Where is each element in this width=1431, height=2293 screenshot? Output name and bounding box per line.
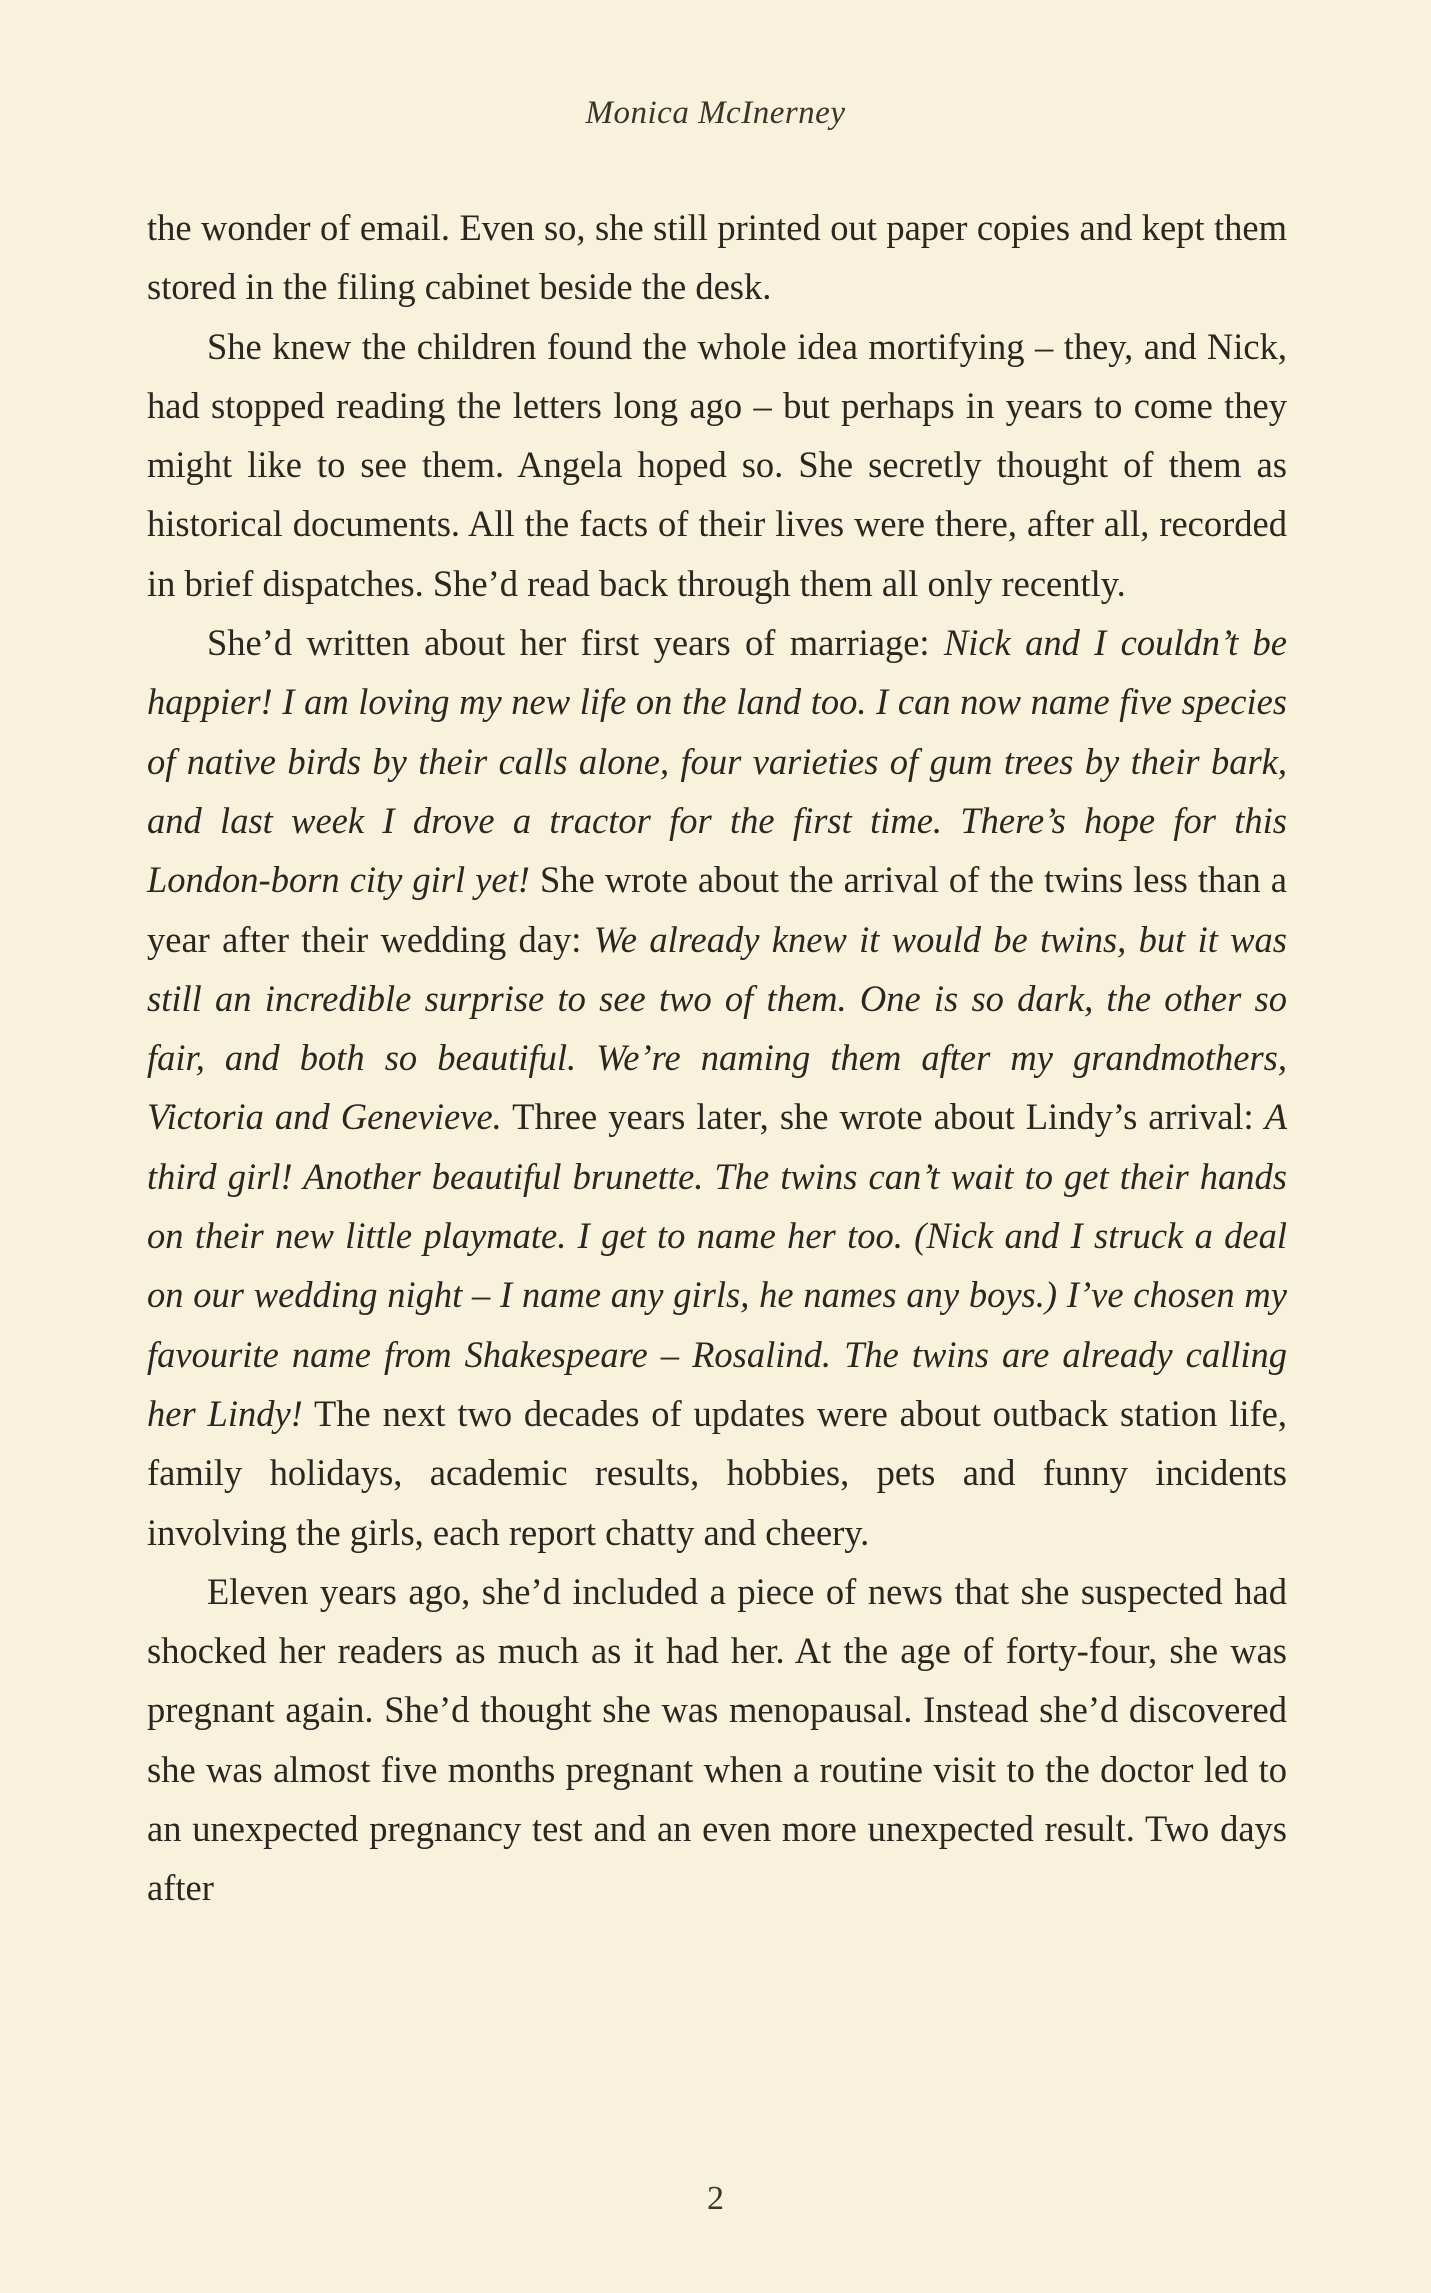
text-segment: She knew the children found the whole idea mortifying – they, and Nick, had stopped reading the letters long ago – but perhaps in years to come they might like to see them. Angela hoped so. She secretly thought of them as historical documents. All the facts of their lives were there, after all, recorded in brief dispatches. She’d read back through them all only recently. bbox=[147, 325, 1287, 604]
paragraph bbox=[147, 198, 1287, 317]
italic-quote-segment: We already knew it would be twins, but it was still an incredible surprise to see two of them. One is so dark, the other so fair, and both so beautiful. We’re naming them after my grandmothers, Victoria and Genevieve. bbox=[147, 918, 1287, 1138]
page-number: 2 bbox=[707, 2180, 724, 2217]
paragraph bbox=[147, 613, 1287, 1562]
body-text bbox=[147, 198, 1287, 1918]
paragraph bbox=[147, 317, 1287, 613]
italic-quote-segment: Nick and I couldn’t be happier! I am loving my new life on the land too. I can now name five species of native birds by their calls alone, four varieties of gum trees by their bark, and last week I drove a tractor for the first time. There’s hope for this London-born city girl yet! bbox=[147, 622, 1287, 901]
text-segment: the wonder of email. Even so, she still printed out paper copies and kept them stored in the filing cabinet beside the desk. bbox=[147, 207, 1287, 308]
italic-quote-segment: A third girl! Another beautiful brunette. The twins can’t wait to get their hands on their new little playmate. I get to name her too. (Nick and I struck a deal on our wedding night – I name any girls, he names any boys.) I’ve chosen my favourite name from Shakespeare – Rosalind. The twins are already calling her Lindy! bbox=[147, 1096, 1287, 1434]
text-segment: Eleven years ago, she’d included a piece of news that she suspected had shocked her readers as much as it had her. At the age of forty-four, she was pregnant again. She’d thought she was menopausal. Instead she’d discovered she was almost five months pregnant when a routine visit to the doctor led to an unexpected pregnancy test and an even more unexpected result. Two days after bbox=[147, 1570, 1287, 1909]
paragraph bbox=[147, 1562, 1287, 1918]
text-segment: She wrote about the arrival of the twins less than a year after their wedding day: bbox=[147, 859, 1287, 960]
text-segment: Three years later, she wrote about Lindy’s arrival: bbox=[501, 1096, 1265, 1138]
text-segment: The next two decades of updates were about outback station life, family holidays, academic results, hobbies, pets and funny incidents involving the girls, each report chatty and cheery. bbox=[147, 1392, 1287, 1553]
running-head-author: Monica McInerney bbox=[585, 95, 846, 131]
text-segment: She’d written about her first years of marriage: bbox=[207, 622, 944, 664]
